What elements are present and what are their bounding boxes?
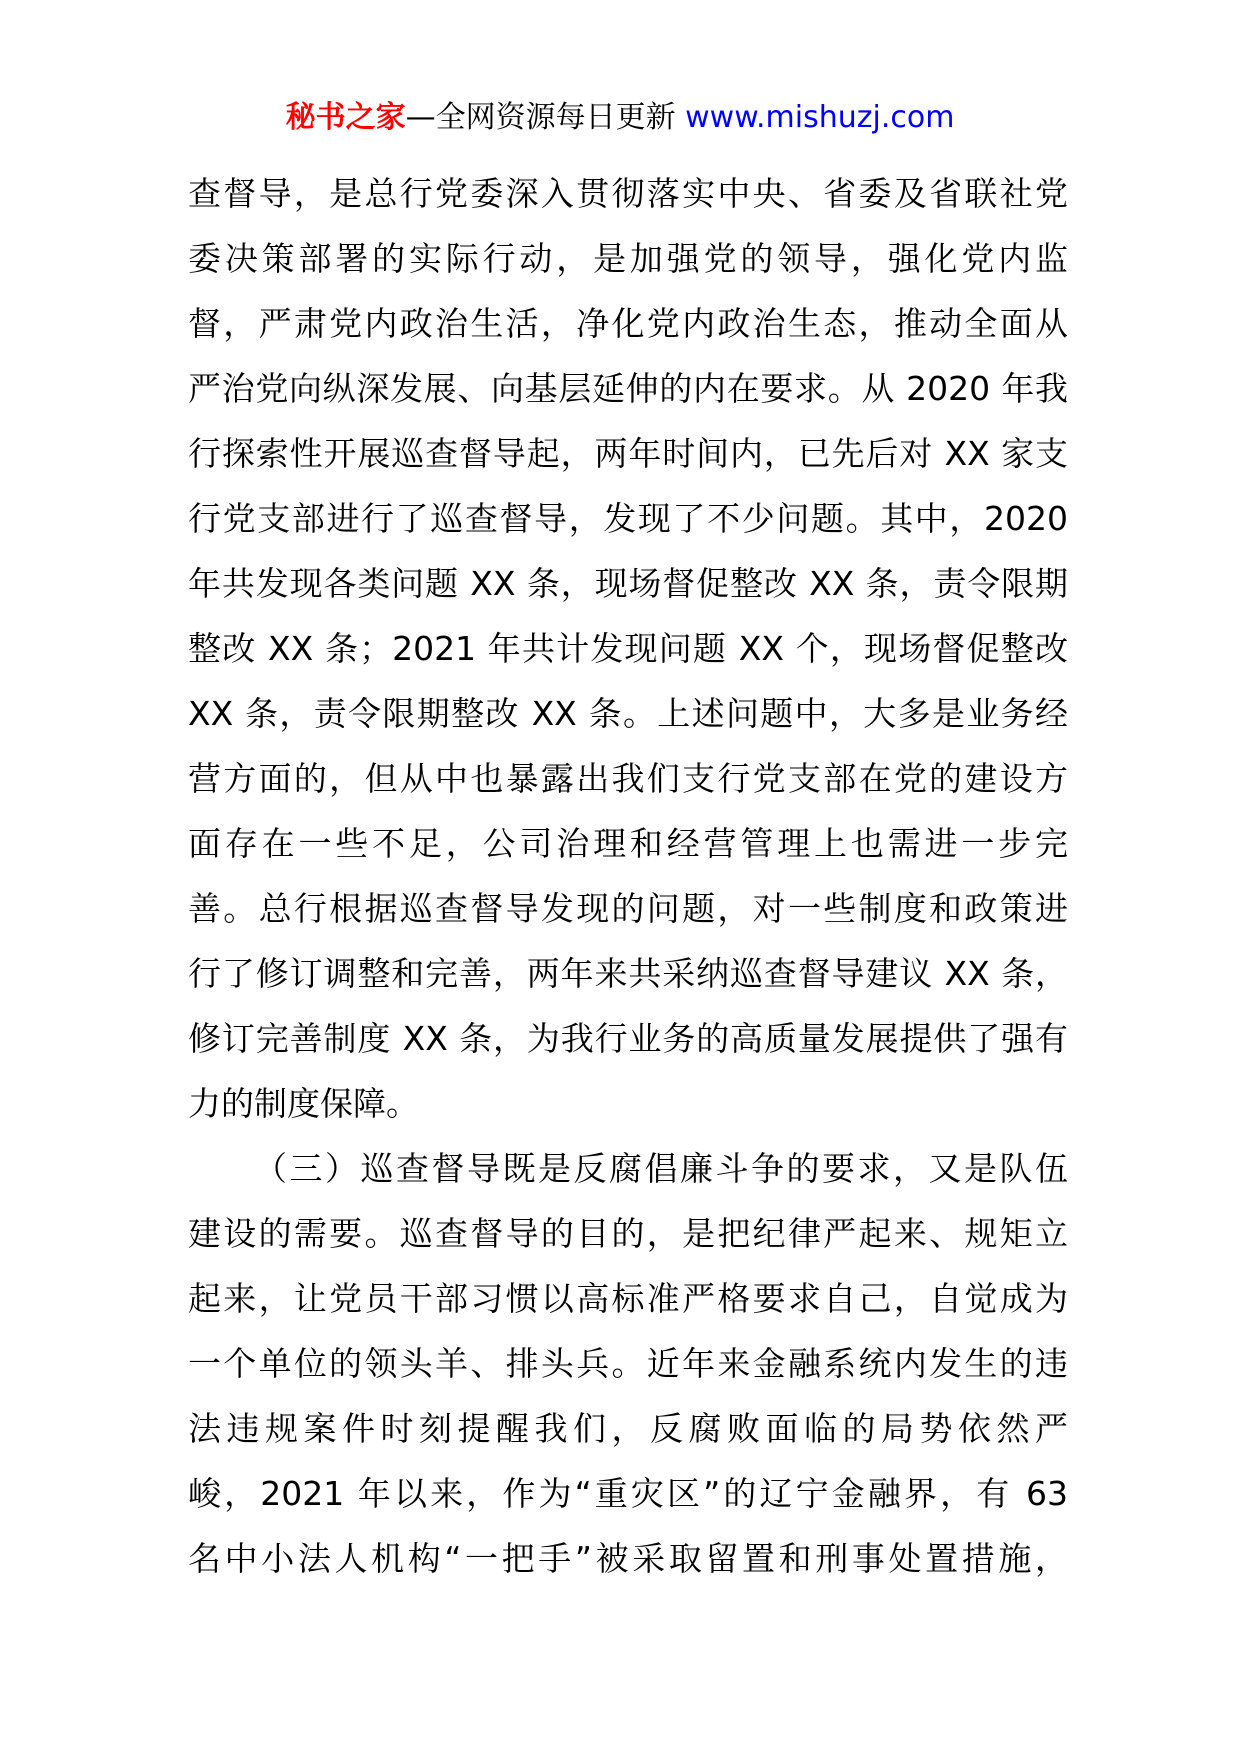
text-line: 营方面的，但从中也暴露出我们支行党支部在党的建设方 [188,759,1068,798]
text-line: 善。总行根据巡查督导发现的问题，对一些制度和政策进 [188,889,1068,928]
text-line: 一个单位的领头羊、排头兵。近年来金融系统内发生的违 [188,1344,1068,1383]
site-url-link[interactable]: www.mishuzj.com [685,100,955,135]
text-line: 峻，2021 年以来，作为“重灾区”的辽宁金融界，有 63 [188,1474,1068,1513]
text-line: XX 条，责令限期整改 XX 条。上述问题中，大多是业务经 [188,694,1068,733]
section-heading-line: （三）巡查督导既是反腐倡廉斗争的要求，又是队伍 [254,1149,1068,1188]
text-line: 年共发现各类问题 XX 条，现场督促整改 XX 条，责令限期 [188,564,1068,603]
site-header [0,98,1240,138]
text-line: 行探索性开展巡查督导起，两年时间内，已先后对 XX 家支 [188,434,1068,473]
document-body [188,161,1068,1591]
text-line: 查督导，是总行党委深入贯彻落实中央、省委及省联社党 [188,174,1068,213]
text-line: 起来，让党员干部习惯以高标准严格要求自己，自觉成为 [188,1279,1068,1318]
text-line: 督，严肃党内政治生活，净化党内政治生态，推动全面从 [188,304,1068,343]
text-line: 委决策部署的实际行动，是加强党的领导，强化党内监 [188,239,1068,278]
text-line: 严治党向纵深发展、向基层延伸的内在要求。从 2020 年我 [188,369,1068,408]
text-line: 行了修订调整和完善，两年来共采纳巡查督导建议 XX 条， [188,954,1068,993]
text-line: 法违规案件时刻提醒我们，反腐败面临的局势依然严 [188,1409,1068,1448]
text-line: 面存在一些不足，公司治理和经营管理上也需进一步完 [188,824,1068,863]
header-tagline: —全网资源每日更新 [405,100,676,135]
text-line: 建设的需要。巡查督导的目的，是把纪律严起来、规矩立 [188,1214,1068,1253]
paragraph-end-line: 力的制度保障。 [188,1084,419,1123]
brand-name: 秘书之家 [285,100,406,135]
text-line: 名中小法人机构“一把手”被采取留置和刑事处置措施， [188,1539,1068,1578]
text-line: 行党支部进行了巡查督导，发现了不少问题。其中，2020 [188,499,1068,538]
text-line: 修订完善制度 XX 条，为我行业务的高质量发展提供了强有 [188,1019,1068,1058]
text-line: 整改 XX 条；2021 年共计发现问题 XX 个，现场督促整改 [188,629,1068,668]
